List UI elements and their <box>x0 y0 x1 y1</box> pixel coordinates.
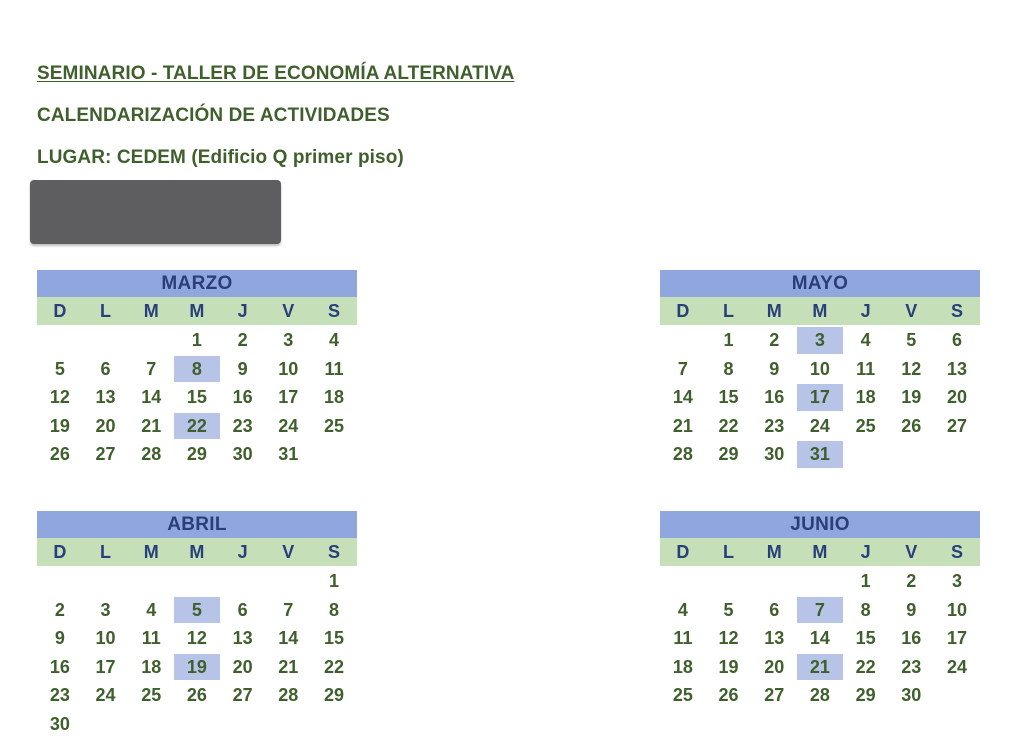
day-cell: 16 <box>901 628 922 648</box>
day-cell: 2 <box>237 330 248 350</box>
day-cell: 1 <box>860 571 871 591</box>
day-cell: 13 <box>764 628 785 648</box>
day-cell: 21 <box>278 656 299 677</box>
day-cell: 6 <box>237 599 248 620</box>
weekday-label: S <box>327 301 340 321</box>
day-cell: 24 <box>278 415 299 436</box>
empty-cell <box>83 326 129 355</box>
day-cell: 2 <box>769 330 780 350</box>
day-cell: 18 <box>323 387 344 407</box>
day-cell: 27 <box>764 685 785 705</box>
day-cell: 14 <box>672 387 693 407</box>
day-cell: 4 <box>677 599 688 620</box>
calendar-marzo <box>37 270 357 469</box>
weekday-label: D <box>676 542 690 562</box>
page-subtitle: CALENDARIZACIÓN DE ACTIVIDADES <box>37 105 390 126</box>
day-cell: 23 <box>901 656 922 677</box>
day-cell: 27 <box>95 444 116 464</box>
day-cell: 7 <box>677 358 688 379</box>
day-cell: 9 <box>906 599 917 620</box>
day-cell: 26 <box>186 685 207 705</box>
day-cell: 20 <box>946 387 967 407</box>
calendar-mayo <box>660 270 980 469</box>
month-title: MAYO <box>660 270 980 297</box>
day-cell: 9 <box>237 358 248 379</box>
day-cell-highlighted: 22 <box>174 413 220 440</box>
day-cell: 22 <box>323 656 344 677</box>
day-cell: 6 <box>100 358 111 379</box>
day-cell: 23 <box>764 415 785 436</box>
day-cell: 20 <box>232 656 253 677</box>
day-cell: 6 <box>951 330 962 350</box>
day-cell: 24 <box>946 656 967 677</box>
weekday-label: D <box>53 301 67 321</box>
day-cell: 19 <box>49 415 70 436</box>
day-cell: 10 <box>946 599 967 620</box>
day-cell: 28 <box>809 685 830 705</box>
day-cell: 30 <box>764 444 785 464</box>
day-cell: 28 <box>141 444 162 464</box>
day-cell: 26 <box>49 444 70 464</box>
day-cell: 18 <box>141 656 162 677</box>
day-cell: 3 <box>283 330 294 350</box>
day-cell: 26 <box>718 685 739 705</box>
day-cell: 20 <box>95 415 116 436</box>
day-cell: 13 <box>232 628 253 648</box>
day-cell: 8 <box>328 599 339 620</box>
day-cell: 25 <box>323 415 344 436</box>
day-cell: 25 <box>855 415 876 436</box>
day-grid <box>660 566 980 710</box>
day-cell: 19 <box>718 656 739 677</box>
weekday-label: M <box>766 542 782 562</box>
day-cell: 2 <box>54 599 65 620</box>
weekday-header-row <box>660 538 980 566</box>
empty-cell <box>660 567 706 596</box>
page-title: SEMINARIO - TALLER DE ECONOMÍA ALTERNATIVA <box>37 63 515 84</box>
location-line: LUGAR: CEDEM (Edificio Q primer piso) <box>37 147 404 168</box>
day-grid <box>660 325 980 469</box>
day-cell: 29 <box>186 444 207 464</box>
day-cell: 14 <box>809 628 830 648</box>
day-cell: 14 <box>278 628 299 648</box>
month-title: MARZO <box>37 270 357 297</box>
weekday-label: M <box>189 542 205 562</box>
day-cell: 9 <box>54 628 65 648</box>
weekday-header-row <box>660 297 980 325</box>
day-cell: 24 <box>95 685 116 705</box>
weekday-label: S <box>327 542 340 562</box>
weekday-label: D <box>53 542 67 562</box>
calendar-abril <box>37 511 357 738</box>
day-cell: 22 <box>718 415 739 436</box>
weekday-label: M <box>143 542 159 562</box>
day-cell: 4 <box>146 599 157 620</box>
day-cell-highlighted: 21 <box>797 654 843 681</box>
weekday-label: S <box>950 301 963 321</box>
weekday-label: M <box>812 301 828 321</box>
day-cell: 15 <box>186 387 207 407</box>
day-cell: 1 <box>723 330 734 350</box>
day-cell: 26 <box>901 415 922 436</box>
empty-cell <box>220 567 266 596</box>
day-cell: 10 <box>278 358 299 379</box>
day-grid <box>37 566 357 738</box>
day-cell: 7 <box>283 599 294 620</box>
day-cell: 27 <box>946 415 967 436</box>
day-cell: 14 <box>141 387 162 407</box>
day-cell: 1 <box>328 571 339 591</box>
redacted-block <box>30 180 281 244</box>
day-cell: 4 <box>860 330 871 350</box>
day-cell: 21 <box>672 415 693 436</box>
weekday-label: J <box>860 301 871 321</box>
day-cell: 17 <box>946 628 967 648</box>
day-cell: 23 <box>232 415 253 436</box>
day-cell: 11 <box>673 628 693 648</box>
empty-cell <box>706 567 752 596</box>
day-cell: 17 <box>95 656 116 677</box>
day-cell-highlighted: 19 <box>174 654 220 681</box>
day-cell: 21 <box>141 415 162 436</box>
calendar-junio <box>660 511 980 710</box>
weekday-label: L <box>100 301 112 321</box>
day-cell: 8 <box>723 358 734 379</box>
day-cell: 20 <box>764 656 785 677</box>
weekday-label: V <box>905 301 918 321</box>
day-cell: 3 <box>951 571 962 591</box>
day-cell: 13 <box>946 358 967 379</box>
day-cell: 5 <box>723 599 734 620</box>
day-cell: 30 <box>49 713 70 734</box>
day-cell: 16 <box>232 387 253 407</box>
weekday-label: M <box>766 301 782 321</box>
day-cell: 30 <box>232 444 253 464</box>
empty-cell <box>751 567 797 596</box>
weekday-label: J <box>860 542 871 562</box>
weekday-label: V <box>282 542 295 562</box>
day-cell: 29 <box>323 685 344 705</box>
day-cell: 12 <box>186 628 207 648</box>
day-cell: 29 <box>855 685 876 705</box>
empty-cell <box>128 326 174 355</box>
day-cell-highlighted: 31 <box>797 441 843 468</box>
weekday-label: M <box>812 542 828 562</box>
day-cell-highlighted: 7 <box>797 597 843 624</box>
weekday-label: L <box>723 301 735 321</box>
weekday-label: L <box>723 542 735 562</box>
day-cell: 16 <box>764 387 785 407</box>
empty-cell <box>660 326 706 355</box>
day-cell: 30 <box>901 685 922 705</box>
day-cell: 31 <box>278 444 299 464</box>
weekday-header-row <box>37 538 357 566</box>
day-cell: 10 <box>95 628 116 648</box>
day-cell: 12 <box>718 628 739 648</box>
day-cell-highlighted: 3 <box>797 327 843 354</box>
weekday-label: J <box>237 301 248 321</box>
day-cell-highlighted: 8 <box>174 356 220 383</box>
weekday-label: M <box>143 301 159 321</box>
day-cell: 3 <box>100 599 111 620</box>
day-cell: 10 <box>809 358 830 379</box>
day-cell: 15 <box>855 628 876 648</box>
day-cell: 29 <box>718 444 739 464</box>
day-cell: 22 <box>855 656 876 677</box>
day-cell: 23 <box>49 685 70 705</box>
day-cell: 5 <box>54 358 65 379</box>
day-cell: 15 <box>718 387 739 407</box>
weekday-label: V <box>905 542 918 562</box>
weekday-label: D <box>676 301 690 321</box>
empty-cell <box>797 567 843 596</box>
empty-cell <box>37 567 83 596</box>
day-cell: 2 <box>906 571 917 591</box>
day-cell: 28 <box>278 685 299 705</box>
weekday-label: L <box>100 542 112 562</box>
weekday-label: V <box>282 301 295 321</box>
day-cell: 17 <box>278 387 299 407</box>
empty-cell <box>265 567 311 596</box>
day-cell: 25 <box>141 685 162 705</box>
day-cell: 6 <box>769 599 780 620</box>
day-cell: 15 <box>323 628 344 648</box>
day-cell-highlighted: 5 <box>174 597 220 624</box>
day-cell: 7 <box>146 358 157 379</box>
empty-cell <box>37 326 83 355</box>
day-cell-highlighted: 17 <box>797 384 843 411</box>
day-cell: 12 <box>901 358 922 379</box>
day-cell: 24 <box>809 415 830 436</box>
month-title: JUNIO <box>660 511 980 538</box>
day-cell: 25 <box>672 685 693 705</box>
empty-cell <box>174 567 220 596</box>
day-cell: 18 <box>855 387 876 407</box>
empty-cell <box>128 567 174 596</box>
day-cell: 16 <box>49 656 70 677</box>
day-cell: 11 <box>324 358 344 379</box>
day-cell: 12 <box>49 387 70 407</box>
weekday-label: J <box>237 542 248 562</box>
day-cell: 1 <box>191 330 202 350</box>
day-cell: 13 <box>95 387 116 407</box>
weekday-label: M <box>189 301 205 321</box>
day-cell: 4 <box>328 330 339 350</box>
day-cell: 28 <box>672 444 693 464</box>
day-cell: 18 <box>672 656 693 677</box>
day-grid <box>37 325 357 469</box>
day-cell: 8 <box>860 599 871 620</box>
weekday-label: S <box>950 542 963 562</box>
weekday-header-row <box>37 297 357 325</box>
day-cell: 11 <box>856 358 876 379</box>
day-cell: 9 <box>769 358 780 379</box>
day-cell: 19 <box>901 387 922 407</box>
day-cell: 5 <box>906 330 917 350</box>
month-title: ABRIL <box>37 511 357 538</box>
day-cell: 27 <box>232 685 253 705</box>
day-cell: 11 <box>141 628 161 648</box>
empty-cell <box>83 567 129 596</box>
